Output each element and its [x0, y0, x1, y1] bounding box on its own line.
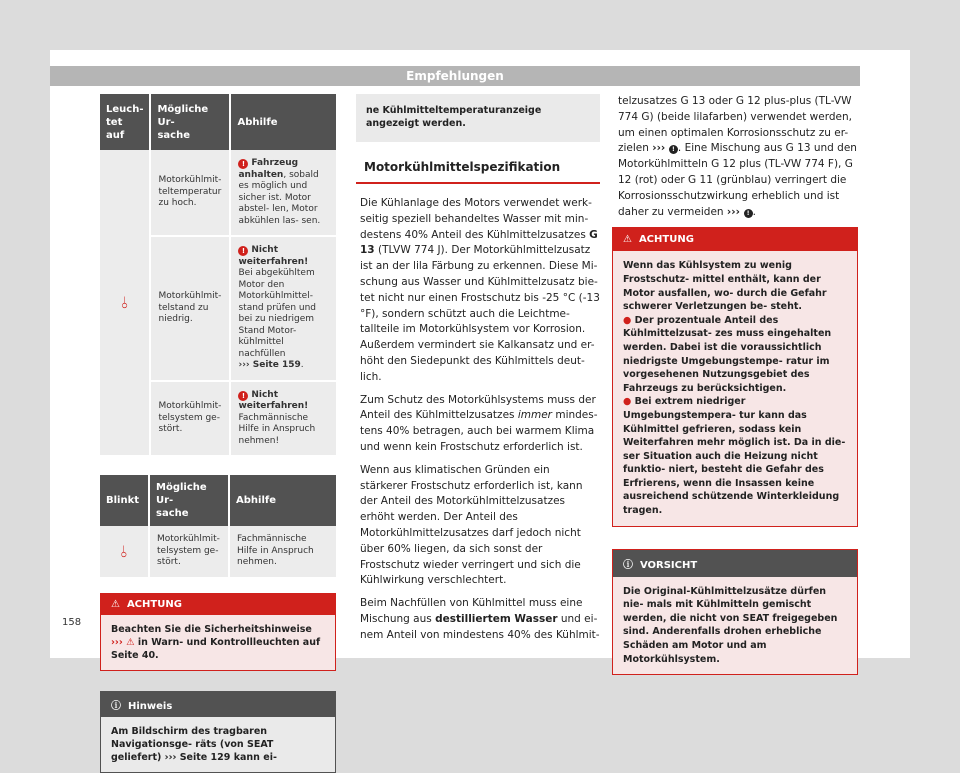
caution-text: Die Original-Kühlmittelzusätze dürfen nie- mals mit Kühlmitteln gemischt werden, die nicht von SEAT freigegeben sind. Anderenfalls drohen erhebliche Schäden am Motor und am Motorkühlsystem. — [613, 577, 857, 675]
warning-icon: ⚠ — [126, 636, 135, 648]
table-blinkt — [98, 475, 338, 579]
right-column — [612, 94, 860, 675]
caution-header: ⓘ VORSICHT — [613, 550, 857, 577]
warning-box — [612, 227, 858, 526]
table-header-cell: Mögliche Ur- sache — [150, 475, 228, 526]
coolant-warning-icon: ⫰ — [100, 526, 148, 579]
warning-header: ⚠ ACHTUNG — [613, 228, 857, 251]
paragraph: Die Kühlanlage des Motors verwendet werk- seitig speziell behandeltes Wasser mit min- destens 40% Anteil des Kühlmittelzusatzes G 13 (TLVW 774 J). Der Motorkühlmittelzusatz ist an der lila Färbung zu erkennen. Diese Mi- schung aus Wasser und Kühlmittelzusatz bie- tet nicht nur einen Frostschutz bis -25 °C (-13 °F), sondern schützt auch die Leichtme- tallteile im Motorkühlsystem vor Korrosion. Außerdem vermindert sie Kalkansatz und er- höht den Siedepunkt des Kühlmittels deut- lich. — [360, 197, 600, 383]
table-leuchtet-auf — [98, 94, 338, 457]
info-icon: ⓘ — [111, 700, 121, 712]
hint-box-continued — [356, 94, 600, 142]
coolant-temperature-icon: ⫰ — [100, 150, 149, 457]
cause-cell: Motorkühlmit- telsystem ge- stört. — [150, 526, 228, 579]
action-cell: ! Nicht weiterfahren! Fachmännische Hilfe in Anspruch nehmen! — [231, 382, 336, 458]
warning-icon: ⚠ — [623, 234, 632, 246]
action-cell: ! Nicht weiterfahren! Bei abgekühltem Motor den Motorkühlmittel- stand prüfen und bei zu niedrigem Stand Motor- kühlmittel nachfüllen ››› Seite 159. — [231, 237, 336, 382]
warning-text: Wenn das Kühlsystem zu wenig Frostschutz- mittel enthält, kann der Motor ausfallen, wo- durch die Gefahr schwerer Verletzungen be- steht. ● Der prozentuale Anteil des Kühlmittelzusat- zes muss eingehalten werden. Dabei ist die voraussichtlich niedrigste Umgebungstempe- ratur im vorgesehenen Nutzungsgebiet des Fahrzeugs zu berücksichtigen. ● Bei extrem niedriger Umgebungstempera- tur kann das Kühlmittel gefrieren, sodass kein Weiterfahren mehr möglich ist. Da in die- ser Situation auch die Heizung nicht funktio- niert, besteht die Gefahr des Erfrierens, wenn die Insassen keine ausreichend schützende Winterkleidung tragen. — [613, 251, 857, 525]
warning-header: ⚠ ACHTUNG — [101, 594, 335, 615]
table-header-cell: Abhilfe — [230, 475, 336, 526]
hint-header: ⓘ Hinweis — [101, 692, 335, 717]
warning-text: Beachten Sie die Sicherheitshinweise ››› ⚠ in Warn- und Kontrollleuchten auf Seite 40. — [101, 615, 335, 670]
list-item: ● Der prozentuale Anteil des Kühlmittelzusat- zes muss eingehalten werden. Dabei ist die voraussichtlich niedrigste Umgebungstempe- ratur im vorgesehenen Nutzungsgebiet des Fahrzeugs zu berücksichtigen. — [623, 314, 832, 394]
caution-box — [612, 549, 858, 676]
page-number: 158 — [62, 617, 82, 628]
hint-box — [100, 691, 336, 773]
paragraph: telzusatzes G 13 oder G 12 plus-plus (TL-VW 774 G) (beide lilafarben) verwendet werden, um einen optimalen Korrosionsschutz zu er- zielen ››› ! . Eine Mischung aus G 13 und den Motorkühlmitteln G 12 plus (TL-VW 774 F), G 12 (rot) oder G 11 (grünblau) verringert die Korrosionsschutzwirkung erheblich und ist daher zu vermeiden ››› ! . — [618, 95, 857, 218]
paragraph: Zum Schutz des Motorkühlsystems muss der Anteil des Kühlmittelzusatzes immer mindes- tens 40% betragen, auch bei warmem Klima und wenn kein Frostschutz erforderlich ist. — [360, 393, 598, 453]
table-header-cell: Abhilfe — [231, 94, 336, 150]
body-text — [612, 94, 860, 220]
section-title: Motorkühlmittelspezifikation — [356, 152, 600, 184]
action-cell: ! Fahrzeug anhalten, sobald es möglich und sicher ist. Motor abstel- len, Motor abkühlen las- sen. — [231, 150, 336, 237]
table-header-cell: Mögliche Ur- sache — [151, 94, 229, 150]
paragraph: Beim Nachfüllen von Kühlmittel muss eine Mischung aus destilliertem Wasser und ei- nem Anteil von mindestens 40% des Kühlmit- — [360, 597, 600, 641]
warning-icon: ⚠ — [111, 598, 120, 610]
warning-box — [100, 593, 336, 671]
hint-text: Am Bildschirm des tragbaren Navigationsge- räts (von SEAT geliefert) ››› Seite 129 kann ei- — [101, 717, 335, 772]
cause-cell: Motorkühlmit- teltemperatur zu hoch. — [151, 150, 229, 237]
stop-icon: ! — [238, 159, 248, 169]
middle-column — [356, 94, 600, 651]
page-header: Empfehlungen — [50, 66, 860, 86]
stop-icon: ! — [238, 246, 248, 256]
left-column — [100, 94, 340, 773]
action-cell: Fachmännische Hilfe in Anspruch nehmen. — [230, 526, 336, 579]
info-circle-icon: ! — [669, 145, 678, 154]
stop-icon: ! — [238, 391, 248, 401]
table-header-cell: Leuch- tet auf — [100, 94, 149, 150]
list-item: ● Bei extrem niedriger Umgebungstempera- tur kann das Kühlmittel gefrieren, sodass kein Weiterfahren mehr möglich ist. Da in die- ser Situation auch die Heizung nicht funktio- niert, besteht die Gefahr des Erfrierens, wenn die Insassen keine ausreichend schützende Winterkleidung tragen. — [623, 396, 846, 517]
cause-cell: Motorkühlmit- telsystem ge- stört. — [151, 382, 229, 458]
page-link[interactable]: ››› Seite 129 — [164, 751, 231, 763]
page-link[interactable]: ››› Seite 159 — [238, 360, 301, 370]
table-header-cell: Blinkt — [100, 475, 148, 526]
body-text — [356, 196, 600, 644]
table-row — [100, 526, 336, 579]
paragraph: Wenn aus klimatischen Gründen ein stärkerer Frostschutz erforderlich ist, kann der Anteil des Motorkühlmittelzusatzes erhöht werden. Der Anteil des Motorkühlmittelzusatzes darf jedoch nicht über 60% liegen, da sich sonst der Frostschutz wieder verringert und sich die Kühlwirkung verschlechtert. — [360, 463, 583, 587]
hint-text-continued: ne Kühlmitteltemperaturanzeige angezeigt werden. — [356, 94, 600, 142]
info-circle-icon: ! — [744, 209, 753, 218]
caution-icon: ⓘ — [623, 559, 633, 571]
table-row — [100, 150, 336, 237]
cause-cell: Motorkühlmit- telstand zu niedrig. — [151, 237, 229, 382]
